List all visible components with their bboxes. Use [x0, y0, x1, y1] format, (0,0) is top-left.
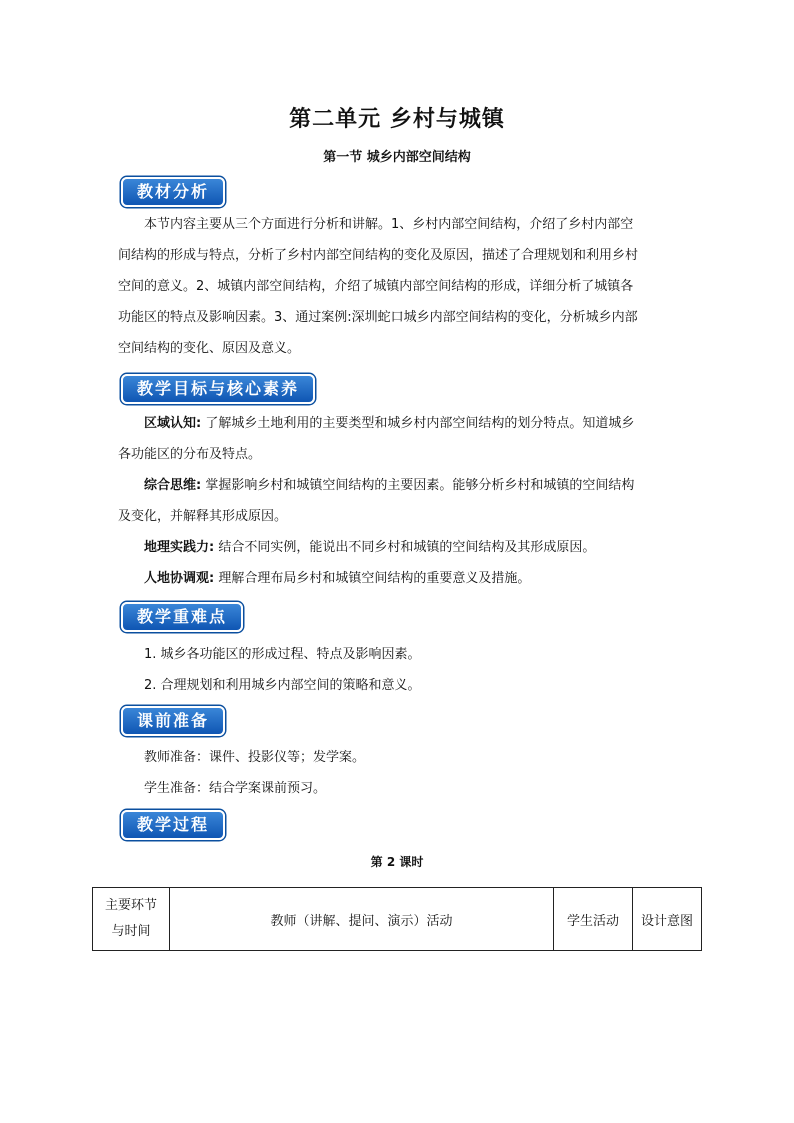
header-line: 与时间 — [111, 924, 151, 939]
lesson-label: 第 2 课时 — [370, 855, 424, 869]
goal-label: 综合思维: — [144, 478, 202, 493]
goal-item — [118, 408, 683, 439]
analysis-line: 功能区的特点及影响因素。3、通过案例:深圳蛇口城乡内部空间结构的变化，分析城乡内部 — [118, 310, 638, 325]
goal-item — [118, 470, 683, 501]
analysis-line: 空间结构的变化、原因及意义。 — [118, 341, 301, 356]
analysis-line: 空间的意义。2、城镇内部空间结构，介绍了城镇内部空间结构的形成，详细分析了城镇各 — [118, 279, 634, 294]
goal-text: 理解合理布局乡村和城镇空间结构的重要意义及措施。 — [214, 571, 531, 586]
badge-analysis: 教材分析 — [121, 177, 225, 207]
badge-goals: 教学目标与核心素养 — [121, 374, 315, 404]
goal-text: 结合不同实例，能说出不同乡村和城镇的空间结构及其形成原因。 — [214, 540, 596, 555]
table-header-cell: 学生活动 — [554, 888, 633, 951]
prep-item: 学生准备：结合学案课前预习。 — [144, 781, 327, 796]
goal-text: 了解城乡土地利用的主要类型和城乡村内部空间结构的划分特点。知道城乡 — [201, 416, 635, 431]
goal-text: 掌握影响乡村和城镇空间结构的主要因素。能够分析乡村和城镇的空间结构 — [201, 478, 635, 493]
section-subtitle: 第一节 城乡内部空间结构 — [323, 150, 471, 165]
prep-item: 教师准备：课件、投影仪等；发学案。 — [144, 750, 366, 765]
badge-process: 教学过程 — [121, 810, 225, 840]
goal-item — [118, 532, 683, 563]
table-header-cell — [93, 888, 170, 951]
analysis-line: 间结构的形成与特点，分析了乡村内部空间结构的变化及原因，描述了合理规划和利用乡村 — [118, 248, 639, 263]
analysis-line: 本节内容主要从三个方面进行分析和讲解。1、乡村内部空间结构，介绍了乡村内部空 — [144, 217, 634, 232]
goal-label: 区域认知: — [144, 416, 202, 431]
goal-continuation: 及变化，并解释其形成原因。 — [118, 509, 288, 524]
table-row — [93, 888, 702, 951]
table-header-cell: 设计意图 — [633, 888, 702, 951]
badge-keypoints: 教学重难点 — [121, 602, 243, 632]
process-table — [92, 887, 702, 951]
goal-label: 地理实践力: — [144, 540, 215, 555]
badge-prep: 课前准备 — [121, 706, 225, 736]
table-header-cell: 教师（讲解、提问、演示）活动 — [170, 888, 554, 951]
header-line: 主要环节 — [104, 898, 157, 913]
goal-label: 人地协调观: — [144, 571, 215, 586]
goal-continuation: 各功能区的分布及特点。 — [118, 447, 262, 462]
unit-title: 第二单元 乡村与城镇 — [289, 107, 505, 132]
goal-item — [118, 563, 683, 594]
keypoint-item: 1. 城乡各功能区的形成过程、特点及影响因素。 — [144, 647, 421, 662]
keypoint-item: 2. 合理规划和利用城乡内部空间的策略和意义。 — [144, 678, 421, 693]
